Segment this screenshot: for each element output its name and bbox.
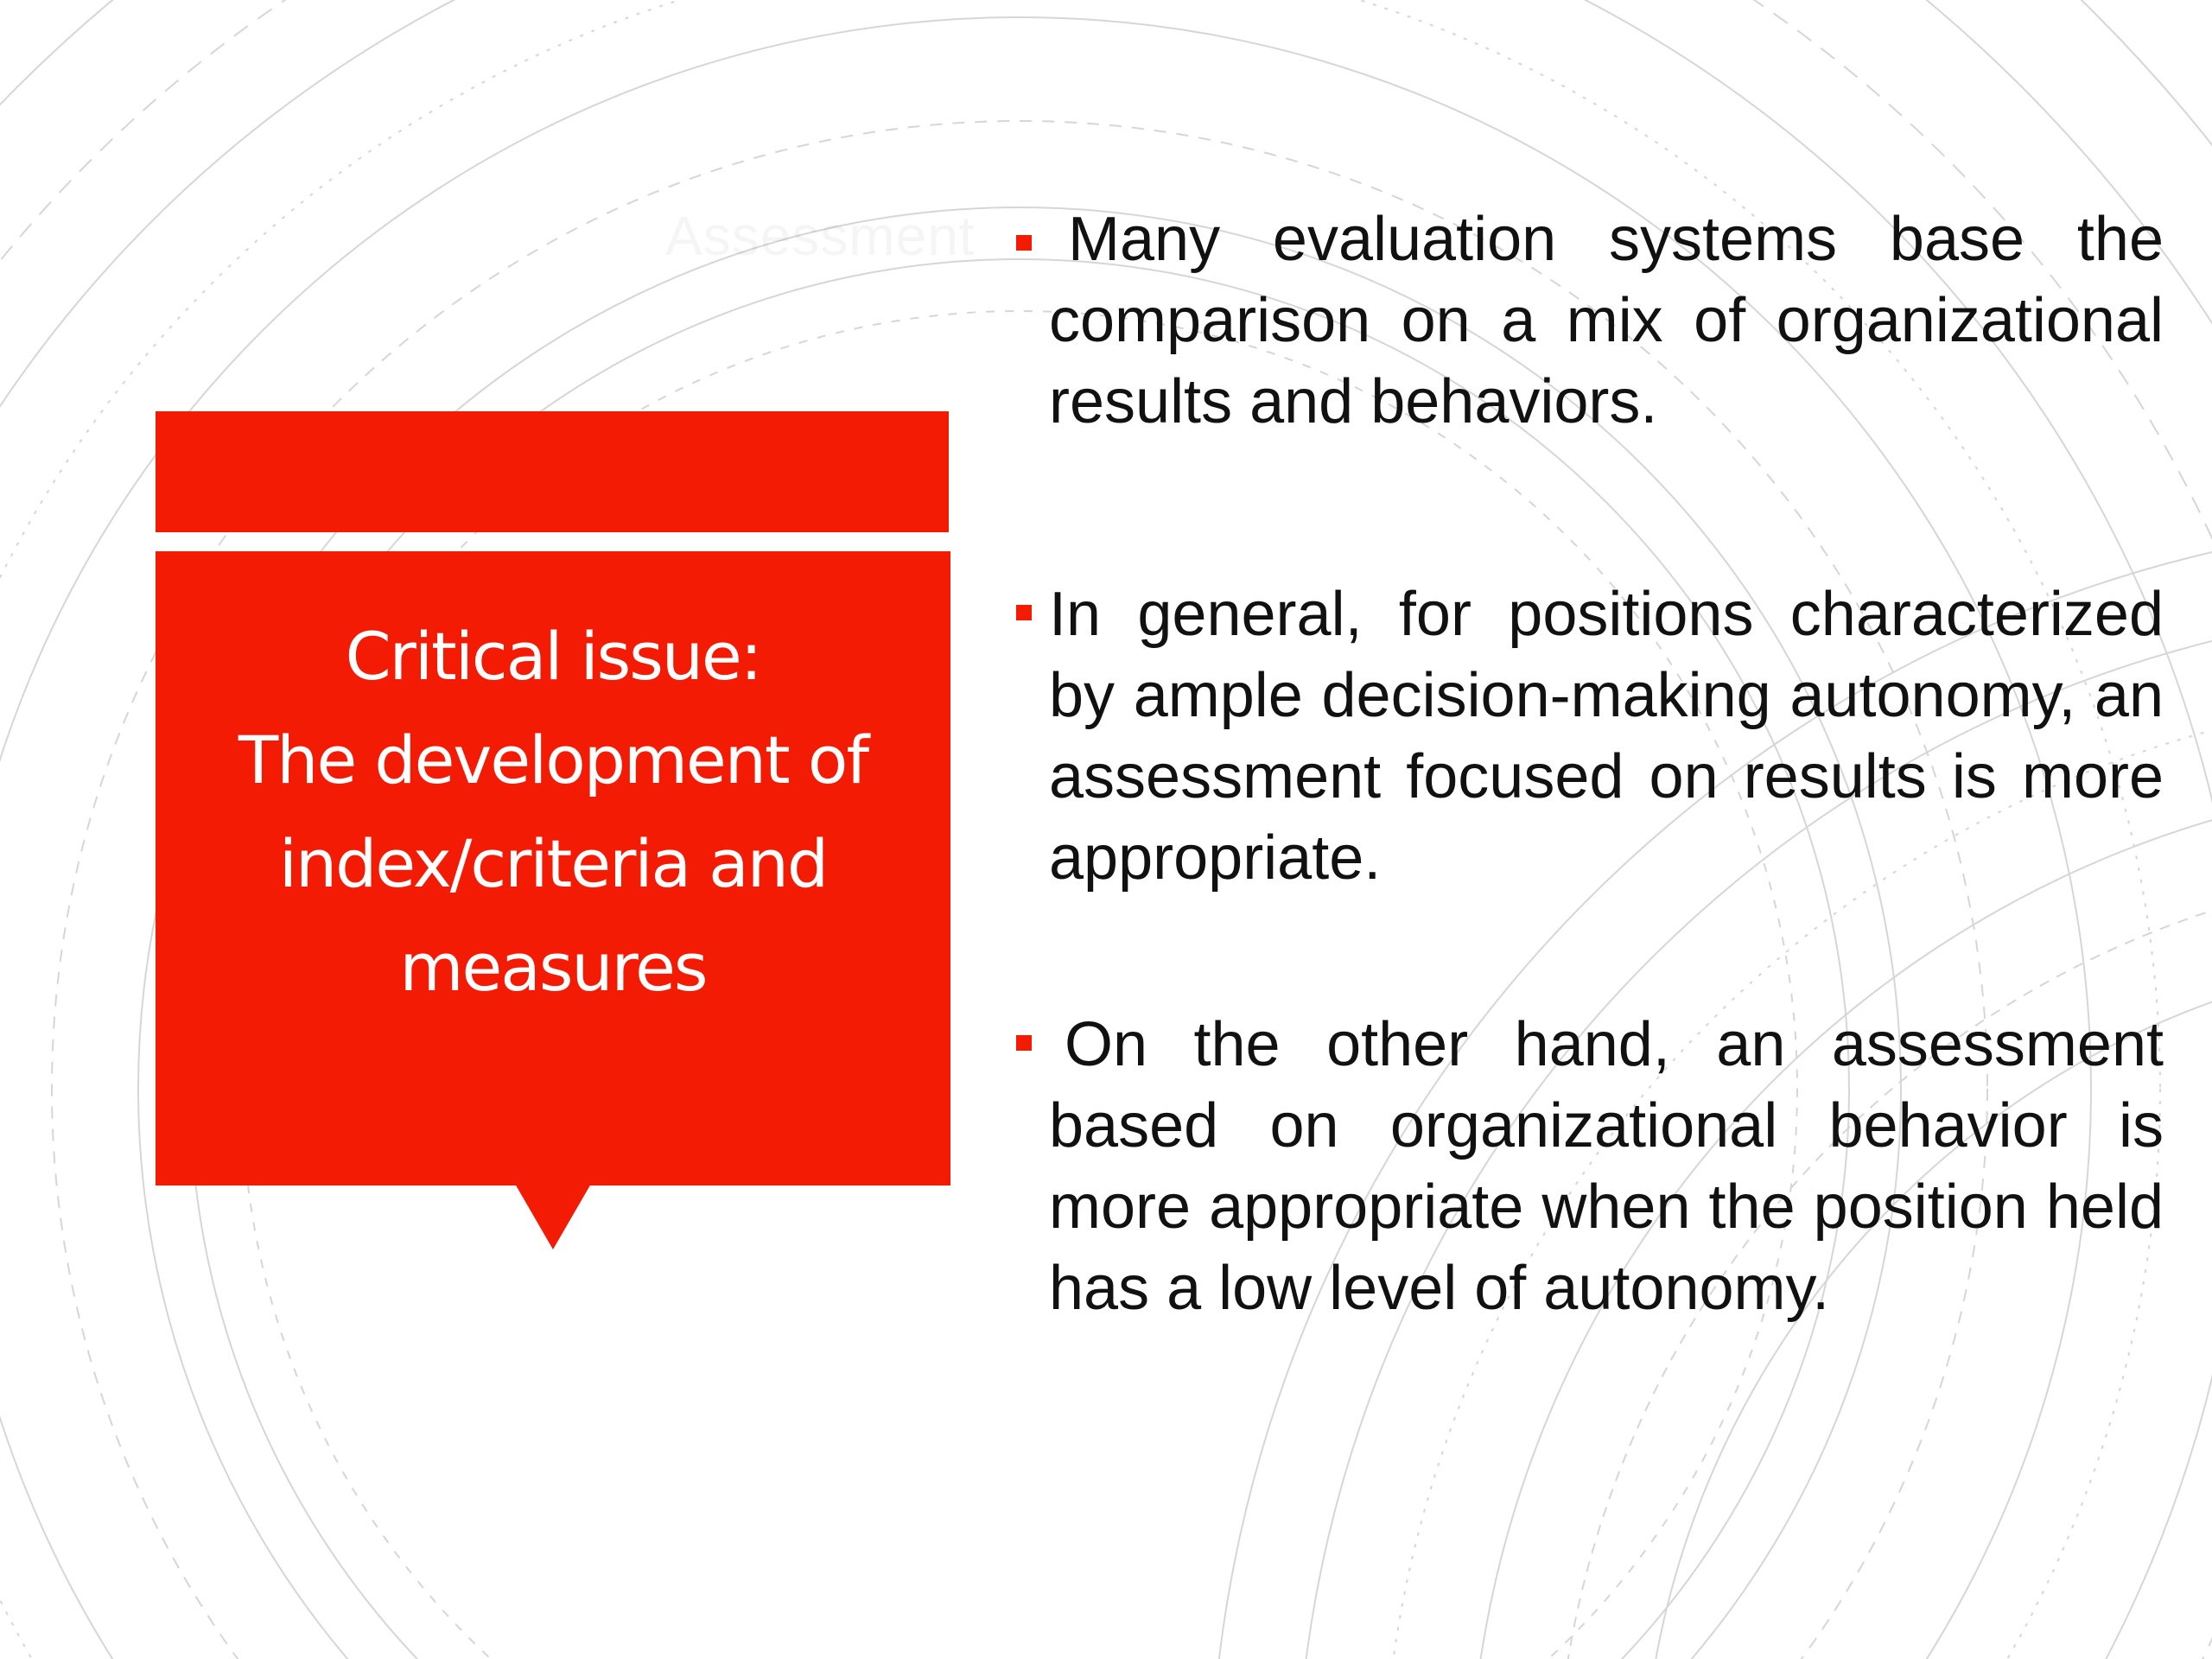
callout-pointer [515, 1184, 591, 1249]
faded-heading-text [665, 204, 976, 268]
square-bullet-icon [1016, 1035, 1032, 1051]
title-line-2: The development of [238, 721, 868, 798]
bullet-text: Many evaluation systems base the comparison on a mix of organizational results and behaviors. [1049, 205, 2164, 436]
bullet-text: In general, for positions characterized by ample decision-making autonomy, an assessment focused on results is more appropriate. [1049, 580, 2164, 893]
square-bullet-icon [1016, 605, 1032, 620]
slide-title [156, 605, 950, 1020]
title-line-4: measures [399, 929, 707, 1006]
title-line-3: index/criteria and [278, 825, 828, 902]
title-line-1: Critical issue: [345, 618, 761, 695]
accent-bar [156, 411, 949, 532]
bullet-text: On the other hand, an assessment based on organizational behavior is more appropriate when the position held has a low level of autonomy. [1049, 1010, 2164, 1323]
square-bullet-icon [1016, 235, 1032, 251]
